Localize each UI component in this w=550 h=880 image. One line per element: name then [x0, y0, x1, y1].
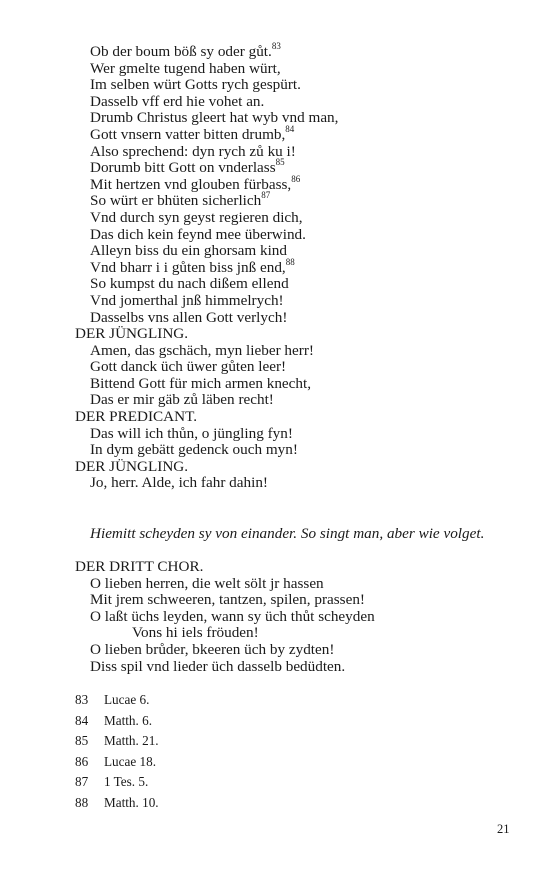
footnote — [75, 731, 375, 752]
verse-line — [75, 293, 535, 310]
verse-line — [75, 94, 535, 111]
line-text: Alleyn biss du ein ghorsam kind — [90, 242, 287, 260]
line-text: So kumpst du nach dißem ellend — [90, 275, 289, 293]
line-text: Ob der boum böß sy oder gůt. — [90, 43, 272, 60]
verse-line — [75, 190, 535, 210]
verse-line — [75, 576, 535, 593]
verse-line — [75, 359, 535, 376]
footnote-text: Lucae 6. — [104, 692, 150, 707]
line-text: Dasselbs vns allen Gott verlych! — [90, 308, 288, 326]
verse-line — [75, 123, 535, 144]
verse-line — [75, 210, 535, 227]
footnote-text: 1 Tes. 5. — [104, 774, 149, 789]
footnote-text: Matth. 6. — [104, 712, 152, 728]
speaker-heading — [75, 559, 535, 576]
speaker-heading — [75, 459, 535, 476]
line-text: In dym gebätt gedenck ouch myn! — [90, 441, 298, 459]
line-text: Gott vnsern vatter bitten drumb, — [90, 125, 286, 143]
line-text: Bittend Gott für mich armen knecht, — [90, 374, 312, 392]
chorus-block — [75, 559, 535, 675]
line-text: Vnd bharr i i gůten biss jnß end, — [90, 258, 286, 276]
stage-direction: Hiemitt scheyden sy von einander. So singt man, aber wie volget. — [90, 525, 485, 542]
verse-line — [75, 625, 535, 642]
verse-line — [75, 475, 535, 492]
verse-line — [75, 243, 535, 260]
line-text: So würt er bhüten sicherlich — [90, 192, 262, 210]
line-text: DER JÜNGLING. — [75, 457, 189, 475]
verse-line — [75, 40, 535, 61]
footnote-text: Lucae 18. — [104, 753, 156, 769]
footnote-number: 86 — [75, 753, 89, 769]
line-text: O laßt üchs leyden, wann sy üch thůt scheyden — [90, 607, 375, 625]
line-text: Diss spil vnd lieder üch dasselb bedüdten. — [90, 657, 346, 675]
line-text: Also sprechend: dyn rych zů ku i! — [90, 142, 296, 160]
verse-line — [75, 144, 535, 161]
line-text: DER PREDICANT. — [75, 408, 198, 426]
line-text: Das er mir gäb zů läben recht! — [90, 391, 274, 409]
footnote-number: 85 — [75, 733, 89, 748]
line-text: O lieben herren, die welt sölt jr hassen — [90, 574, 324, 592]
footnote-ref: 84 — [285, 123, 295, 134]
line-text: Das dich kein feynd mee überwind. — [90, 225, 306, 243]
line-text: Vnd jomerthal jnß himmelrych! — [90, 291, 284, 309]
footnote-ref: 83 — [271, 40, 281, 51]
footnote-text: Matth. 10. — [104, 794, 159, 810]
footnote-number: 87 — [75, 774, 89, 789]
line-text: Mit hertzen vnd glouben fürbass, — [90, 175, 292, 193]
footnote-text: Matth. 21. — [104, 733, 159, 748]
speaker-heading — [75, 326, 535, 343]
footnote-number: 88 — [75, 794, 89, 810]
line-text: Vnd durch syn geyst regieren dich, — [90, 208, 303, 226]
footnote — [75, 752, 375, 773]
verse-line — [75, 110, 535, 127]
footnote-number: 84 — [75, 712, 89, 728]
verse-line — [75, 256, 535, 277]
verse-line — [75, 642, 535, 659]
footnote — [75, 793, 375, 814]
verse-line — [75, 310, 535, 327]
line-text: DER JÜNGLING. — [75, 325, 189, 343]
line-text: Jo, herr. Alde, ich fahr dahin! — [90, 474, 268, 492]
verse-line — [75, 173, 535, 194]
line-text: O lieben brůder, bkeeren üch by zydten! — [90, 640, 335, 658]
line-text: Vons hi iels fröuden! — [132, 624, 259, 642]
line-text: Wer gmelte tugend haben würt, — [90, 59, 281, 77]
line-text: Drumb Christus gleert hat wyb vnd man, — [90, 109, 339, 127]
verse-block — [75, 40, 535, 492]
verse-line — [75, 61, 535, 78]
speaker-heading — [75, 409, 535, 426]
page-number: 21 — [497, 822, 510, 836]
verse-line — [75, 592, 535, 609]
line-text: Mit jrem schweeren, tantzen, spilen, prassen! — [90, 591, 365, 609]
verse-line — [75, 609, 535, 626]
line-text: Amen, das gschäch, myn lieber herr! — [90, 341, 314, 359]
footnote — [75, 772, 375, 793]
line-text: Gott danck üch üwer gůten leer! — [90, 358, 287, 376]
line-text: Im selben würt Gotts rych gespürt. — [90, 76, 301, 94]
line-text: Das will ich thůn, o jüngling fyn! — [90, 424, 293, 442]
line-text: Dorumb bitt Gott on vnderlass — [90, 159, 276, 177]
line-text: Dasselb vff erd hie vohet an. — [90, 92, 265, 110]
footnote — [75, 690, 375, 711]
footnote-number: 83 — [75, 692, 89, 707]
verse-line — [75, 376, 535, 393]
footnote-ref: 87 — [261, 190, 271, 201]
line-text: DER DRITT CHOR. — [75, 558, 204, 575]
verse-line — [75, 157, 535, 177]
verse-line — [75, 77, 535, 94]
footnote-ref: 85 — [275, 157, 285, 168]
footnote — [75, 711, 375, 732]
footnotes — [75, 690, 375, 813]
verse-line — [75, 659, 535, 676]
footnote-ref: 88 — [285, 256, 295, 267]
footnote-ref: 86 — [291, 173, 301, 184]
verse-line — [75, 343, 535, 360]
verse-line — [75, 442, 535, 459]
verse-line — [75, 392, 535, 409]
verse-line — [75, 227, 535, 244]
verse-line — [75, 276, 535, 293]
verse-line — [75, 426, 535, 443]
